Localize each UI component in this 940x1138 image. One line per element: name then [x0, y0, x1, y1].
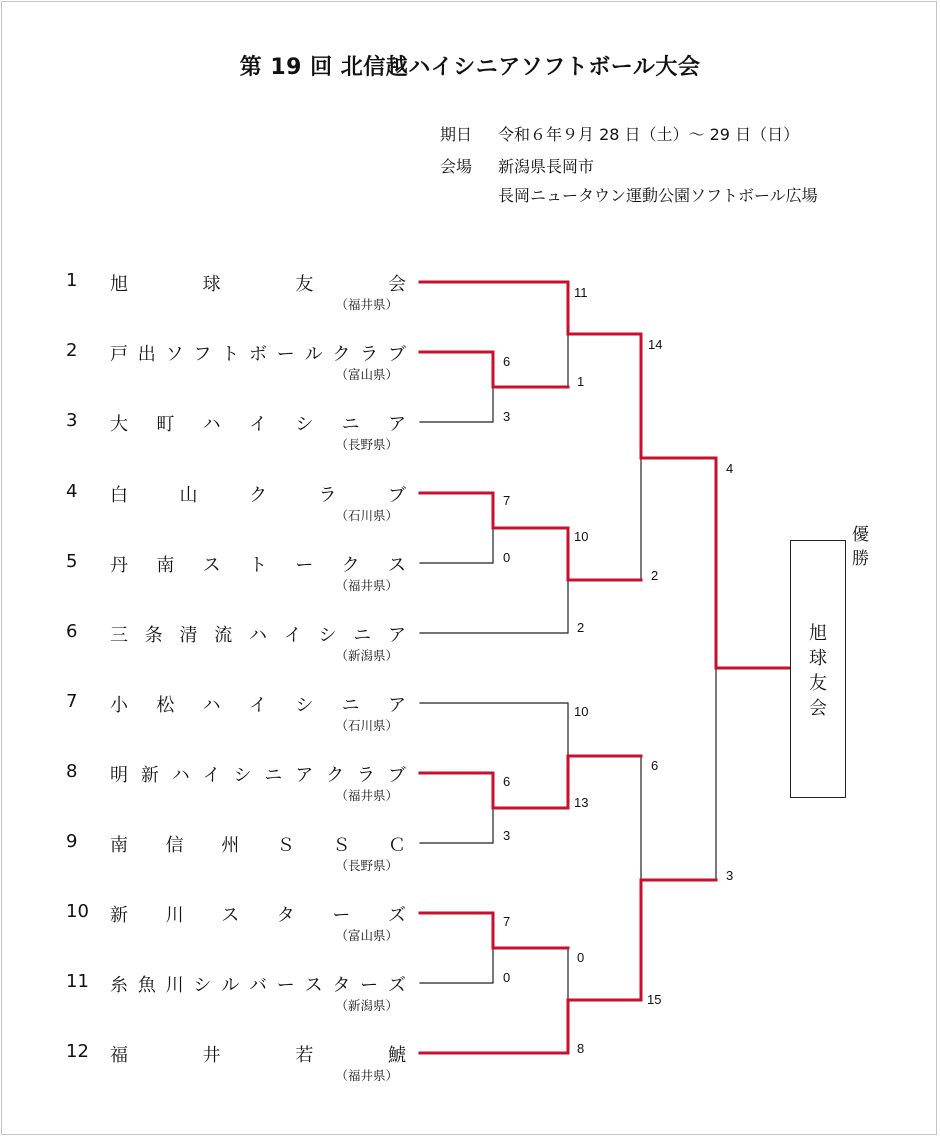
team-name-char: 条	[144, 625, 163, 646]
team-prefecture: （福井県）	[335, 297, 398, 312]
score-sf1-top: 14	[648, 337, 663, 352]
team-prefecture: （福井県）	[335, 788, 398, 803]
score-r1a-top: 6	[503, 354, 511, 369]
team-name-char: ソ	[165, 344, 184, 365]
team-name-char: 川	[165, 975, 184, 996]
score-r2d-bot: 8	[577, 1041, 585, 1056]
team-prefecture: （長野県）	[335, 437, 398, 452]
team-prefecture: （石川県）	[335, 718, 398, 733]
team-name-char: 三	[110, 625, 128, 646]
team-name-char: ル	[304, 344, 323, 365]
champion-label-char: 勝	[852, 549, 869, 569]
score-sf2-top: 6	[651, 758, 659, 773]
score-r2a-top: 11	[574, 285, 588, 300]
team-name-char: ー	[276, 975, 295, 996]
team-name-char: ス	[221, 905, 240, 926]
team-name-char: シ	[295, 414, 314, 435]
date-label: 期日	[440, 125, 473, 144]
team-name-char: ハ	[249, 625, 267, 646]
team-seed: 5	[66, 551, 78, 572]
team-prefecture: （福井県）	[335, 578, 398, 593]
team-name-char: ラ	[318, 485, 337, 506]
team-name-char: ス	[304, 975, 323, 996]
team-name-char: ニ	[264, 765, 283, 786]
team-name-char: タ	[276, 905, 295, 926]
team-name-char: ア	[387, 414, 406, 435]
team-name-char: 白	[110, 485, 128, 506]
team-name-char: ニ	[341, 414, 360, 435]
score-sf1-bot: 2	[651, 568, 659, 583]
champion-label	[852, 523, 876, 571]
score-r1c-top: 6	[503, 774, 511, 789]
champion-name	[791, 621, 845, 721]
score-f-top: 4	[726, 461, 734, 476]
team-name-char: ハ	[171, 765, 190, 786]
team-name-char: ク	[332, 344, 351, 365]
team-name-char: ラ	[360, 344, 379, 365]
team-name-char: ハ	[202, 695, 221, 716]
team-name-char: 糸	[110, 975, 128, 996]
team-name-char: シ	[233, 765, 252, 786]
team-name-char: イ	[248, 414, 267, 435]
team-seed: 3	[66, 410, 78, 431]
team-prefecture: （新潟県）	[335, 998, 398, 1013]
team-name-char: 川	[165, 905, 184, 926]
team-name-char: ク	[326, 765, 345, 786]
team-seed: 2	[66, 340, 78, 361]
team-name-char: ト	[248, 555, 267, 576]
team-name-char: 南	[156, 555, 175, 576]
score-r1b-top: 7	[503, 493, 511, 508]
team-name-char: 信	[165, 835, 184, 856]
team-name-char: 南	[110, 835, 128, 856]
team-name-char: ブ	[388, 485, 406, 506]
team-name-char: ア	[388, 625, 406, 646]
team-name-char: ブ	[387, 765, 406, 786]
team-name-char: Ｃ	[387, 835, 406, 856]
team-name-char: ズ	[387, 975, 406, 996]
team-name-char: 清	[179, 625, 198, 646]
team-name-char: ズ	[387, 905, 406, 926]
team-prefecture: （富山県）	[335, 928, 398, 943]
team-name-char: ー	[276, 344, 295, 365]
team-name-char: イ	[202, 765, 221, 786]
team-prefecture: （長野県）	[335, 858, 398, 873]
team-name-char: 町	[156, 414, 175, 435]
team-name-char: ク	[249, 485, 267, 506]
team-name-char: 大	[110, 414, 128, 435]
team-name-char: 福	[110, 1045, 128, 1066]
team-seed: 1	[66, 270, 78, 291]
score-r1d-top: 7	[503, 914, 511, 929]
page-title: 第 19 回 北信越ハイシニアソフトボール大会	[239, 55, 701, 80]
champion-name-char: 球	[809, 648, 827, 669]
team-seed: 4	[66, 481, 78, 502]
team-name-char: 鯱	[387, 1045, 406, 1066]
team-name-char: フ	[193, 344, 212, 365]
team-name-char: 山	[179, 485, 198, 506]
champion-name-char: 旭	[809, 623, 827, 644]
team-prefecture: （石川県）	[335, 508, 398, 523]
team-name-char: ラ	[357, 765, 375, 786]
score-r1d-bot: 0	[503, 970, 511, 985]
venue-place: 長岡ニュータウン運動公園ソフトボール広場	[498, 186, 818, 205]
team-name-char: ニ	[353, 625, 372, 646]
team-name-char: 魚	[137, 975, 156, 996]
team-name-char: ス	[202, 555, 221, 576]
team-seed: 9	[66, 831, 78, 852]
score-r1c-bot: 3	[503, 828, 511, 843]
team-name-char: ボ	[248, 344, 267, 365]
team-prefecture: （新潟県）	[335, 648, 398, 663]
team-name-char: 旭	[110, 274, 128, 295]
team-name-char: 州	[221, 835, 240, 856]
team-name-char: 友	[295, 274, 314, 295]
score-r2a-bot: 1	[577, 374, 585, 389]
team-seed: 6	[66, 621, 78, 642]
team-name-char: 小	[110, 695, 128, 716]
score-r2d-top: 0	[577, 950, 585, 965]
team-name-char: 出	[137, 344, 156, 365]
team-name-char: ー	[295, 555, 314, 576]
team-seed: 11	[66, 971, 89, 992]
team-name-char: 松	[156, 695, 175, 716]
score-r2c-bot: 13	[574, 795, 589, 810]
team-name-char: ア	[387, 695, 406, 716]
team-name-char: ル	[221, 975, 240, 996]
team-name-char: ー	[360, 975, 379, 996]
venue-city: 新潟県長岡市	[498, 157, 595, 176]
team-seed: 7	[66, 691, 78, 712]
team-name-char: 新	[140, 765, 159, 786]
bracket-winner-lines	[420, 282, 790, 1053]
champion-box	[790, 540, 846, 798]
team-name-char: 丹	[110, 555, 128, 576]
champion-label-char: 優	[852, 525, 869, 545]
score-r1a-bot: 3	[503, 409, 511, 424]
team-seed: 12	[66, 1041, 89, 1062]
score-r1b-bot: 0	[503, 550, 511, 565]
team-name-char: シ	[295, 695, 314, 716]
venue-label: 会場	[440, 157, 473, 176]
team-name-char: タ	[332, 975, 351, 996]
bracket-loser-lines	[420, 334, 716, 1000]
team-name-char: 流	[214, 625, 233, 646]
team-name-char: ア	[295, 765, 314, 786]
team-name-char: シ	[193, 975, 212, 996]
team-name-char: 井	[202, 1045, 221, 1066]
team-name-char: Ｓ	[332, 835, 351, 856]
champion-name-char: 会	[809, 698, 827, 719]
date-value: 令和６年９月 28 日（土）～ 29 日（日）	[498, 125, 800, 144]
team-name-char: ブ	[387, 344, 406, 365]
team-seed: 10	[66, 901, 89, 922]
team-name-char: ト	[221, 344, 240, 365]
team-name-char: イ	[283, 625, 302, 646]
team-name-char: イ	[248, 695, 267, 716]
score-r2c-top: 10	[574, 704, 589, 719]
team-prefecture: （福井県）	[335, 1068, 398, 1083]
team-name-char: 球	[202, 274, 221, 295]
team-name-char: ー	[332, 905, 351, 926]
team-name-char: 会	[387, 274, 406, 295]
team-name-char: ス	[387, 555, 406, 576]
champion-name-char: 友	[809, 673, 827, 694]
team-seed: 8	[66, 761, 78, 782]
team-name-char: ク	[341, 555, 360, 576]
team-name-char: ハ	[202, 414, 221, 435]
score-r2b-top: 10	[574, 529, 589, 544]
score-r2b-bot: 2	[577, 620, 585, 635]
team-name-char: バ	[248, 975, 267, 996]
team-name-char: 若	[295, 1045, 314, 1066]
team-name-char: 戸	[110, 344, 128, 365]
team-name-char: 新	[110, 905, 128, 926]
team-prefecture: （富山県）	[335, 367, 398, 382]
score-sf2-bot: 15	[647, 992, 662, 1007]
team-name-char: ニ	[341, 695, 360, 716]
team-name-char: Ｓ	[276, 835, 295, 856]
team-name-char: シ	[318, 625, 337, 646]
team-name-char: 明	[110, 765, 128, 786]
score-f-bot: 3	[726, 868, 734, 883]
